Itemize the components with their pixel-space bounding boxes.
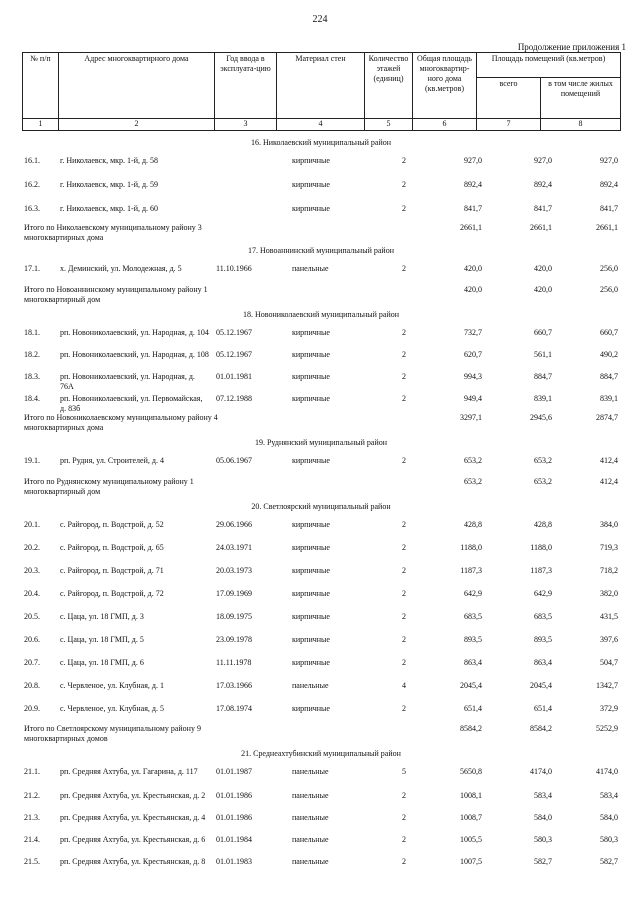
- table-row: [22, 700, 620, 723]
- cell-mat: панельные: [292, 813, 329, 822]
- cell-year: 05.12.1967: [216, 328, 252, 337]
- cell-all: 580,3: [534, 835, 552, 844]
- cell-n: 16.3.: [24, 204, 40, 213]
- cell-fl: 2: [402, 520, 406, 529]
- cell-n: 20.5.: [24, 612, 40, 621]
- cell-fl: 2: [402, 543, 406, 552]
- cell-liv: 382,0: [600, 589, 618, 598]
- table-row: [22, 853, 620, 875]
- section-total-row: [22, 412, 620, 436]
- cell-liv: 256,0: [600, 264, 618, 273]
- cell-mat: панельные: [292, 767, 329, 776]
- header-col-total-area: Общая площадь многоквартир-ного дома (кв.метров): [413, 53, 477, 119]
- header-number: 1: [23, 119, 59, 131]
- cell-year: 01.01.1987: [216, 767, 252, 776]
- cell-addr: г. Николаевск, мкр. 1-й, д. 58: [60, 156, 159, 165]
- cell-liv: 660,7: [600, 328, 618, 337]
- cell-liv: 580,3: [600, 835, 618, 844]
- cell-n: 20.6.: [24, 635, 40, 644]
- cell-mat: кирпичные: [292, 328, 330, 337]
- cell-addr: рп. Новониколаевский, ул. Народная, д. 104: [60, 328, 209, 337]
- cell-mat: кирпичные: [292, 520, 330, 529]
- total-all: 653,2: [534, 477, 552, 486]
- cell-fl: 2: [402, 813, 406, 822]
- cell-fl: 2: [402, 350, 406, 359]
- total-liv: 412,4: [600, 477, 618, 486]
- cell-all: 884,7: [534, 372, 552, 381]
- cell-tot: 651,4: [464, 704, 482, 713]
- total-all: 2661,1: [530, 223, 552, 232]
- cell-n: 16.2.: [24, 180, 40, 189]
- cell-n: 20.3.: [24, 566, 40, 575]
- cell-tot: 420,0: [464, 264, 482, 273]
- section-title: 21. Среднеахтубинский муниципальный район: [241, 749, 401, 758]
- cell-addr: г. Николаевск, мкр. 1-й, д. 60: [60, 204, 159, 213]
- cell-tot: 732,7: [464, 328, 482, 337]
- cell-addr: х. Деминский, ул. Молодежная, д. 5: [60, 264, 182, 273]
- cell-fl: 2: [402, 835, 406, 844]
- total-label: Итого по Руднянскому муниципальному району 1 многоквартирный дом: [24, 477, 194, 496]
- cell-n: 18.2.: [24, 350, 40, 359]
- cell-tot: 1188,0: [460, 543, 482, 552]
- total-tot: 420,0: [464, 285, 482, 294]
- cell-liv: 372,9: [600, 704, 618, 713]
- table-row: [22, 562, 620, 585]
- table-row: [22, 152, 620, 176]
- cell-addr: с. Червленое, ул. Клубная, д. 5: [60, 704, 164, 713]
- cell-tot: 428,8: [464, 520, 482, 529]
- cell-mat: кирпичные: [292, 612, 330, 621]
- cell-liv: 1342,7: [596, 681, 618, 690]
- cell-mat: панельные: [292, 264, 329, 273]
- cell-tot: 5650,8: [460, 767, 482, 776]
- cell-fl: 4: [402, 681, 406, 690]
- cell-year: 01.01.1983: [216, 857, 252, 866]
- cell-liv: 431,5: [600, 612, 618, 621]
- section-title: 19. Руднянский муниципальный район: [254, 438, 388, 447]
- cell-mat: кирпичные: [292, 635, 330, 644]
- cell-addr: рп. Средняя Ахтуба, ул. Крестьянская, д. 8: [60, 857, 206, 866]
- cell-addr: с. Цаца, ул. 18 ГМП, д. 3: [60, 612, 144, 621]
- cell-mat: кирпичные: [292, 589, 330, 598]
- table-row: [22, 200, 620, 222]
- cell-tot: 1008,1: [460, 791, 482, 800]
- table-body: [22, 136, 620, 875]
- header-col-living: в том числе жилых помещений: [541, 78, 621, 119]
- cell-mat: панельные: [292, 791, 329, 800]
- cell-tot: 1008,7: [460, 813, 482, 822]
- cell-year: 05.06.1967: [216, 456, 252, 465]
- total-label: Итого по Светлоярскому муниципальному району 9 многоквартирных домов: [24, 724, 201, 743]
- section-title: 16. Николаевский муниципальный район: [250, 138, 392, 147]
- cell-addr: рп. Средняя Ахтуба, ул. Крестьянская, д. 4: [60, 813, 206, 822]
- cell-all: 420,0: [534, 264, 552, 273]
- table-row: [22, 324, 620, 346]
- cell-fl: 2: [402, 612, 406, 621]
- section-total-row: [22, 222, 620, 244]
- cell-n: 18.3.: [24, 372, 40, 381]
- total-tot: 653,2: [464, 477, 482, 486]
- cell-tot: 892,4: [464, 180, 482, 189]
- table-row: [22, 585, 620, 608]
- cell-all: 1188,0: [530, 543, 552, 552]
- cell-all: 583,4: [534, 791, 552, 800]
- cell-all: 893,5: [534, 635, 552, 644]
- cell-year: 23.09.1978: [216, 635, 252, 644]
- header-number: 4: [277, 119, 365, 131]
- cell-addr: с. Райгород, п. Водстрой, д. 72: [60, 589, 164, 598]
- cell-fl: 2: [402, 328, 406, 337]
- cell-fl: 5: [402, 767, 406, 776]
- cell-all: 660,7: [534, 328, 552, 337]
- cell-all: 4174,0: [530, 767, 552, 776]
- total-liv: 2874,7: [596, 413, 618, 422]
- cell-all: 653,2: [534, 456, 552, 465]
- cell-year: 01.01.1981: [216, 372, 252, 381]
- table-row: [22, 631, 620, 654]
- cell-tot: 2045,4: [460, 681, 482, 690]
- cell-fl: 2: [402, 704, 406, 713]
- cell-year: 07.12.1988: [216, 394, 252, 403]
- cell-year: 20.03.1973: [216, 566, 252, 575]
- cell-all: 2045,4: [530, 681, 552, 690]
- cell-all: 1187,3: [530, 566, 552, 575]
- header-number: 8: [541, 119, 621, 131]
- cell-year: 18.09.1975: [216, 612, 252, 621]
- cell-liv: 718,2: [600, 566, 618, 575]
- total-liv: 5252,9: [596, 724, 618, 733]
- total-all: 8584,2: [530, 724, 552, 733]
- cell-n: 20.4.: [24, 589, 40, 598]
- cell-mat: кирпичные: [292, 704, 330, 713]
- cell-liv: 884,7: [600, 372, 618, 381]
- cell-addr: рп. Средняя Ахтуба, ул. Гагарина, д. 117: [60, 767, 198, 776]
- total-label: Итого по Новониколаевскому муниципальному району 4 многоквартирных дома: [24, 413, 218, 432]
- cell-year: 01.01.1984: [216, 835, 252, 844]
- cell-year: 11.10.1966: [216, 264, 252, 273]
- cell-fl: 2: [402, 204, 406, 213]
- cell-addr: рп. Новониколаевский, ул. Народная, д. 108: [60, 350, 209, 359]
- section-total-row: [22, 723, 620, 747]
- cell-mat: кирпичные: [292, 658, 330, 667]
- cell-liv: 892,4: [600, 180, 618, 189]
- cell-liv: 719,3: [600, 543, 618, 552]
- cell-all: 428,8: [534, 520, 552, 529]
- header-number: 6: [413, 119, 477, 131]
- cell-fl: 2: [402, 791, 406, 800]
- cell-tot: 893,5: [464, 635, 482, 644]
- cell-addr: с. Цаца, ул. 18 ГМП, д. 5: [60, 635, 144, 644]
- cell-tot: 653,2: [464, 456, 482, 465]
- total-all: 2945,6: [530, 413, 552, 422]
- cell-liv: 839,1: [600, 394, 618, 403]
- cell-tot: 863,4: [464, 658, 482, 667]
- cell-addr: с. Райгород, п. Водстрой, д. 65: [60, 543, 164, 552]
- cell-n: 18.1.: [24, 328, 40, 337]
- cell-liv: 504,7: [600, 658, 618, 667]
- cell-all: 651,4: [534, 704, 552, 713]
- cell-n: 20.2.: [24, 543, 40, 552]
- cell-liv: 397,6: [600, 635, 618, 644]
- cell-addr: с. Червленое, ул. Клубная, д. 1: [60, 681, 164, 690]
- cell-addr: рп. Средняя Ахтуба, ул. Крестьянская, д. 6: [60, 835, 206, 844]
- cell-all: 642,9: [534, 589, 552, 598]
- cell-all: 863,4: [534, 658, 552, 667]
- header-number: 3: [215, 119, 277, 131]
- cell-liv: 412,4: [600, 456, 618, 465]
- cell-n: 20.7.: [24, 658, 40, 667]
- cell-tot: 642,9: [464, 589, 482, 598]
- cell-year: 17.03.1966: [216, 681, 252, 690]
- section-total-row: [22, 476, 620, 500]
- cell-tot: 949,4: [464, 394, 482, 403]
- page-number: 224: [312, 14, 328, 25]
- cell-tot: 620,7: [464, 350, 482, 359]
- cell-mat: кирпичные: [292, 394, 330, 403]
- cell-liv: 927,0: [600, 156, 618, 165]
- table-row: [22, 516, 620, 539]
- cell-fl: 2: [402, 658, 406, 667]
- total-label: Итого по Николаевскому муниципальному району 3 многоквартирных дома: [24, 223, 202, 242]
- section-title: 20. Светлоярский муниципальный район: [251, 502, 391, 511]
- cell-mat: кирпичные: [292, 180, 330, 189]
- table-row: [22, 390, 620, 412]
- cell-tot: 994,3: [464, 372, 482, 381]
- cell-n: 16.1.: [24, 156, 40, 165]
- cell-liv: 4174,0: [596, 767, 618, 776]
- cell-tot: 927,0: [464, 156, 482, 165]
- cell-year: 05.12.1967: [216, 350, 252, 359]
- table-row: [22, 677, 620, 700]
- cell-fl: 2: [402, 156, 406, 165]
- total-all: 420,0: [534, 285, 552, 294]
- table-row: [22, 608, 620, 631]
- cell-n: 17.1.: [24, 264, 40, 273]
- cell-year: 01.01.1986: [216, 813, 252, 822]
- cell-mat: кирпичные: [292, 456, 330, 465]
- cell-mat: кирпичные: [292, 350, 330, 359]
- section-title: 18. Новониколаевский муниципальный район: [242, 310, 400, 319]
- cell-n: 21.2.: [24, 791, 40, 800]
- cell-tot: 683,5: [464, 612, 482, 621]
- cell-n: 20.1.: [24, 520, 40, 529]
- header-number: 2: [59, 119, 215, 131]
- header-col-all: всего: [477, 78, 541, 119]
- table-row: [22, 654, 620, 677]
- cell-liv: 490,2: [600, 350, 618, 359]
- cell-mat: кирпичные: [292, 372, 330, 381]
- section-total-row: [22, 284, 620, 308]
- table-row: [22, 763, 620, 787]
- cell-fl: 2: [402, 589, 406, 598]
- table-row: [22, 787, 620, 809]
- cell-year: 17.09.1969: [216, 589, 252, 598]
- table-row: [22, 260, 620, 284]
- cell-year: 24.03.1971: [216, 543, 252, 552]
- cell-year: 01.01.1986: [216, 791, 252, 800]
- cell-n: 19.1.: [24, 456, 40, 465]
- table-row: [22, 368, 620, 390]
- table-row: [22, 452, 620, 476]
- cell-addr: рп. Новониколаевский, ул. Народная, д. 76А: [60, 372, 195, 391]
- cell-n: 20.9.: [24, 704, 40, 713]
- header-col-floors: Количество этажей (единиц): [365, 53, 413, 119]
- cell-all: 892,4: [534, 180, 552, 189]
- cell-mat: кирпичные: [292, 204, 330, 213]
- total-tot: 3297,1: [460, 413, 482, 422]
- header-number: 5: [365, 119, 413, 131]
- table-row: [22, 346, 620, 368]
- cell-fl: 2: [402, 566, 406, 575]
- cell-n: 21.5.: [24, 857, 40, 866]
- cell-n: 20.8.: [24, 681, 40, 690]
- total-liv: 256,0: [600, 285, 618, 294]
- table-row: [22, 809, 620, 831]
- table-row: [22, 831, 620, 853]
- total-liv: 2661,1: [596, 223, 618, 232]
- cell-fl: 2: [402, 635, 406, 644]
- cell-n: 18.4.: [24, 394, 40, 403]
- cell-all: 582,7: [534, 857, 552, 866]
- header-col-premises-area: Площадь помещений (кв.метров): [477, 53, 621, 78]
- header-col-material: Материал стен: [277, 53, 365, 119]
- cell-n: 21.4.: [24, 835, 40, 844]
- cell-addr: г. Николаевск, мкр. 1-й, д. 59: [60, 180, 159, 189]
- cell-tot: 1007,5: [460, 857, 482, 866]
- cell-tot: 1005,5: [460, 835, 482, 844]
- cell-mat: панельные: [292, 835, 329, 844]
- header-col-address: Адрес многоквартирного дома: [59, 53, 215, 119]
- total-tot: 8584,2: [460, 724, 482, 733]
- header-numbers-row: [23, 119, 621, 131]
- continuation-note: Продолжение приложения 1: [517, 42, 626, 52]
- section-title: 17. Новоаннинский муниципальный район: [248, 246, 394, 255]
- cell-tot: 1187,3: [460, 566, 482, 575]
- cell-mat: кирпичные: [292, 566, 330, 575]
- cell-year: 11.11.1978: [216, 658, 252, 667]
- cell-addr: рп. Рудня, ул. Строителей, д. 4: [60, 456, 164, 465]
- cell-liv: 384,0: [600, 520, 618, 529]
- cell-all: 839,1: [534, 394, 552, 403]
- cell-mat: кирпичные: [292, 543, 330, 552]
- cell-n: 21.1.: [24, 767, 40, 776]
- cell-mat: панельные: [292, 681, 329, 690]
- cell-fl: 2: [402, 456, 406, 465]
- cell-fl: 2: [402, 394, 406, 403]
- cell-liv: 584,0: [600, 813, 618, 822]
- table-header: [22, 52, 620, 131]
- cell-fl: 2: [402, 857, 406, 866]
- cell-all: 584,0: [534, 813, 552, 822]
- cell-mat: кирпичные: [292, 156, 330, 165]
- cell-year: 29.06.1966: [216, 520, 252, 529]
- cell-mat: панельные: [292, 857, 329, 866]
- cell-addr: с. Райгород, п. Водстрой, д. 52: [60, 520, 164, 529]
- cell-all: 841,7: [534, 204, 552, 213]
- cell-addr: с. Райгород, п. Водстрой, д. 71: [60, 566, 164, 575]
- cell-liv: 583,4: [600, 791, 618, 800]
- total-label: Итого по Новоаннинскому муниципальному району 1 многоквартирный дом: [24, 285, 208, 304]
- cell-year: 17.08.1974: [216, 704, 252, 713]
- cell-addr: рп. Средняя Ахтуба, ул. Крестьянская, д. 2: [60, 791, 206, 800]
- header-col-number: № п/п: [23, 53, 59, 119]
- cell-all: 927,0: [534, 156, 552, 165]
- table-row: [22, 176, 620, 200]
- cell-liv: 582,7: [600, 857, 618, 866]
- cell-fl: 2: [402, 264, 406, 273]
- cell-all: 561,1: [534, 350, 552, 359]
- cell-addr: с. Цаца, ул. 18 ГМП, д. 6: [60, 658, 144, 667]
- cell-fl: 2: [402, 372, 406, 381]
- cell-all: 683,5: [534, 612, 552, 621]
- cell-fl: 2: [402, 180, 406, 189]
- cell-liv: 841,7: [600, 204, 618, 213]
- table-row: [22, 539, 620, 562]
- cell-n: 21.3.: [24, 813, 40, 822]
- total-tot: 2661,1: [460, 223, 482, 232]
- header-col-year: Год ввода в эксплуата-цию: [215, 53, 277, 119]
- cell-tot: 841,7: [464, 204, 482, 213]
- header-number: 7: [477, 119, 541, 131]
- cell-addr: рп. Новониколаевский, ул. Первомайская, д. 83б: [60, 394, 203, 413]
